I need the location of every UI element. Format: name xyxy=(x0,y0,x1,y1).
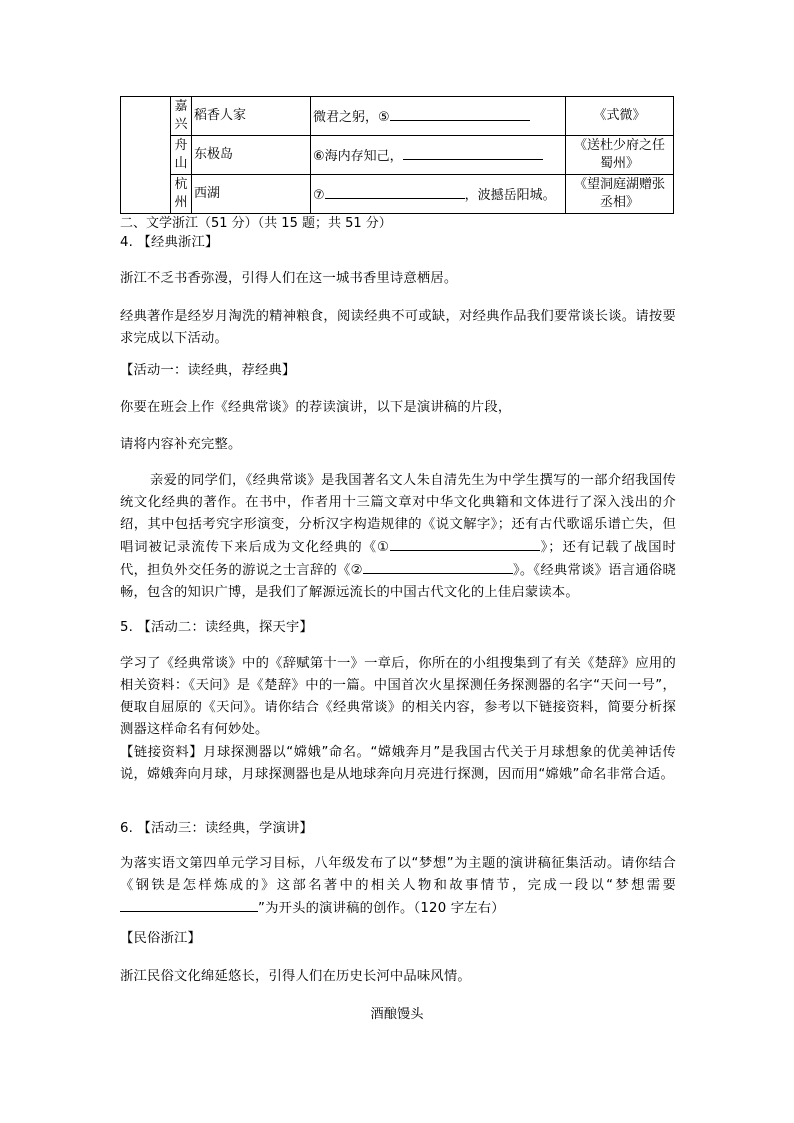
speech-passage xyxy=(120,470,676,604)
place-cell: 东极岛 xyxy=(192,136,311,175)
fill-blank[interactable] xyxy=(390,106,530,121)
verse-text: 微君之躬，⑤ xyxy=(313,109,390,125)
verse-text: ⑥海内存知己， xyxy=(313,148,403,164)
poetry-table xyxy=(120,96,674,214)
verse-cell xyxy=(311,97,566,136)
paragraph: 学习了《经典常谈》中的《辞赋第十一》一章后，你所在的小组搜集到了有关《楚辞》应用的相关资料：《天问》是《楚辞》中的一篇。中国首次火星探测任务探测器的名字“天问一号”，便取自屈原的《天问》。请你结合《经典常谈》的相关内容，参考以下链接资料，简要分析探测器这样命名有何妙处。 xyxy=(120,656,676,737)
table-row xyxy=(121,175,674,214)
place-cell: 稻香人家 xyxy=(192,97,311,136)
paragraph: 浙江民俗文化绵延悠长，引得人们在历史长河中品味风情。 xyxy=(120,969,471,984)
question-title: 6. 【活动三：读经典，学演讲】 xyxy=(120,821,313,836)
paragraph-text: 为落实语文第四单元学习目标，八年级发布了以“梦想”为主题的演讲稿征集活动。请你结合《钢铁是怎样炼成的》这部名著中的相关人物和故事情节，完成一段以“梦想需要 xyxy=(120,856,676,893)
question-title: 4. 【经典浙江】 xyxy=(120,235,219,250)
verse-text: ，波撼岳阳城。 xyxy=(464,187,556,203)
city-cell: 嘉兴 xyxy=(171,97,192,136)
place-cell: 西湖 xyxy=(192,175,311,214)
section-heading: 二、文学浙江（51 分）（共 15 题；共 51 分） xyxy=(120,216,392,231)
activity-heading: 【活动一：读经典，荐经典】 xyxy=(120,363,296,378)
poem-cell: 《送杜少府之任蜀州》 xyxy=(566,136,674,175)
city-cell: 杭州 xyxy=(171,175,192,214)
table-row xyxy=(121,97,674,136)
passage-text: 》。《经典常谈》语言通俗晓畅，包含的知识广博，是我们了解源远流长的中国古代文化的上佳启蒙读本。 xyxy=(120,563,676,600)
paragraph: 请将内容补充完整。 xyxy=(120,437,242,452)
paragraph xyxy=(120,853,676,920)
fill-blank-2[interactable] xyxy=(363,559,513,574)
fill-blank[interactable] xyxy=(120,897,258,912)
paragraph-text: ”为开头的演讲稿的创作。（120 字左右） xyxy=(258,901,505,916)
table-merged-cell xyxy=(121,97,171,214)
link-material: 【链接资料】月球探测器以“嫦娥”命名。“嫦娥奔月”是我国古代关于月球想象的优美神话传说，嫦娥奔向月球，月球探测器也是从地球奔向月亮进行探测，因而用“嫦娥”命名非常合适。 xyxy=(120,745,676,782)
verse-cell xyxy=(311,175,566,214)
verse-cell xyxy=(311,136,566,175)
section-subheading: 【民俗浙江】 xyxy=(120,931,201,946)
fill-blank[interactable] xyxy=(325,184,465,199)
city-cell: 舟山 xyxy=(171,136,192,175)
fill-blank[interactable] xyxy=(403,145,543,160)
article-title: 酒酿馒头 xyxy=(370,1007,424,1022)
passage-text: 亲爱的同学们，《经典常谈》是我国著名文人朱自清先生为中学生撰写的一部介绍我国传统文化经典的著作。在书中，作者用十三篇文章对中华文化典籍和文体进行了深入浅出的介绍，其中包括考究字形演变，分析汉字构造规律的《说文解字》；还有古代歌谣乐谱亡失，但唱词被记录流传下来后成为文化经典的《① xyxy=(120,473,676,555)
passage-text: 》；还有记载了战国时代，担负外交任务的游说之士言辞的《② xyxy=(120,540,676,578)
paragraph: 浙江不乏书香弥漫，引得人们在这一城书香里诗意栖居。 xyxy=(120,271,458,286)
poem-cell: 《式微》 xyxy=(566,97,674,136)
verse-text: ⑦ xyxy=(313,187,325,203)
question-title: 5. 【活动二：读经典，探天宇】 xyxy=(120,620,313,635)
poem-cell: 《望洞庭湖赠张丞相》 xyxy=(566,175,674,214)
paragraph: 经典著作是经岁月淘洗的精神粮食，阅读经典不可或缺，对经典作品我们要常谈长谈。请按要求完成以下活动。 xyxy=(120,309,676,346)
paragraph: 你要在班会上作《经典常谈》的荐读演讲，以下是演讲稿的片段， xyxy=(120,400,512,415)
table-row xyxy=(121,136,674,175)
fill-blank-1[interactable] xyxy=(390,536,540,551)
